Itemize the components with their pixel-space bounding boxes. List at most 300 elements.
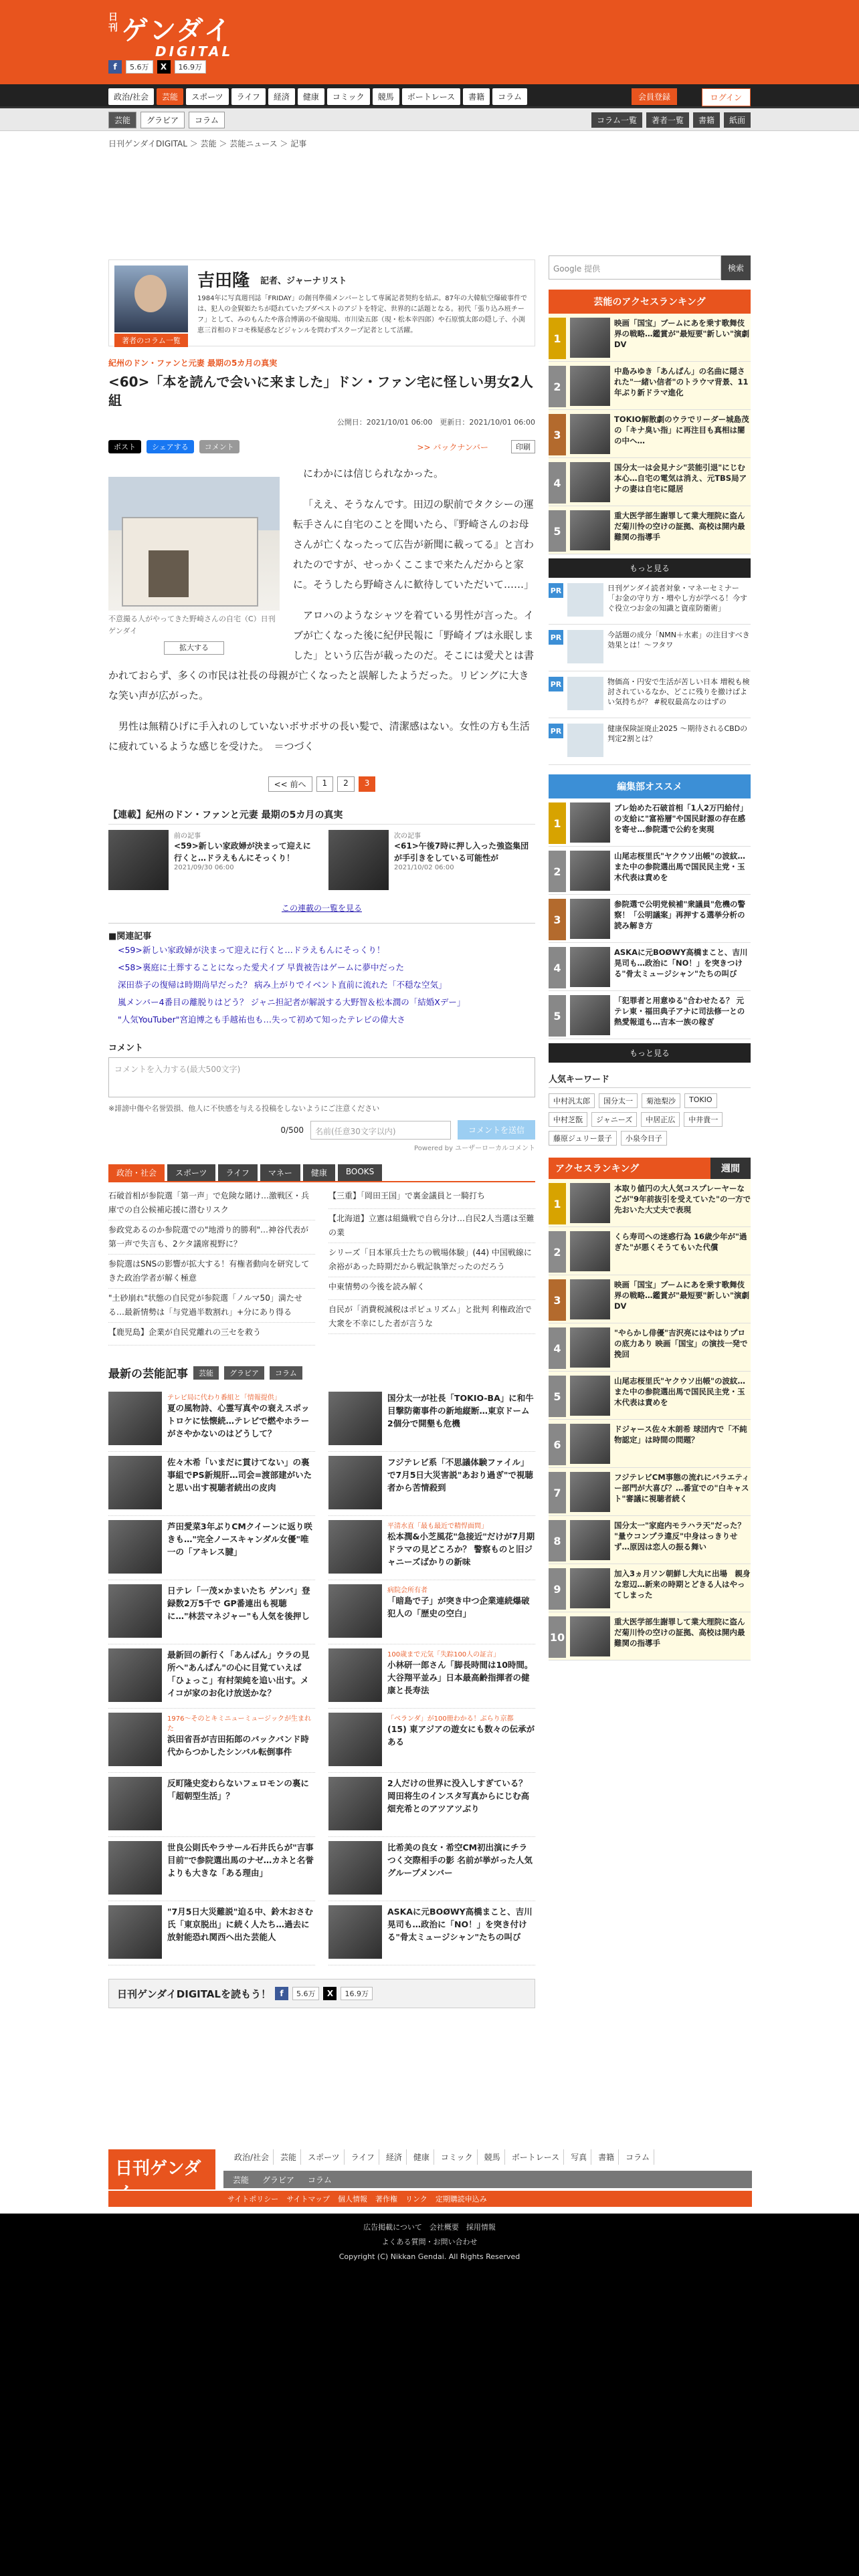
latest-tag: 病院会所有者	[387, 1587, 427, 1594]
news-tab[interactable]: マネー	[260, 1164, 300, 1181]
pr-badge: PR	[549, 677, 563, 691]
latest-title: 夏の風物詩、心霊写真やの衰えスポットロケに怯懐続…テレビで燃やホラーがさやかないのはどうして？	[167, 1403, 310, 1438]
news-tabs	[108, 1164, 535, 1182]
rank-title: 映画「国宝」ブームにあを乗す歌舞伎界の戦略…鑑賞が"最短要"新しい"演劇DV	[614, 318, 749, 349]
latest-title: 最新回の新行く「あんぱん」ウラの見所へ"あんぱん"の心に目覚ていえば「ひょっこ」有村架純を追い出す。メイコが家のお化け放送かな？	[167, 1650, 310, 1698]
pagination	[108, 776, 535, 792]
weekly-tab[interactable]: 週間	[710, 1158, 751, 1179]
latest-thumb	[328, 1584, 382, 1638]
rank-thumb	[570, 318, 610, 358]
subnav-right-item[interactable]: コラム一覧	[591, 112, 642, 128]
latest-thumb	[108, 1648, 162, 1702]
serial-all-link[interactable]: この連載の一覧を見る	[281, 903, 362, 913]
article-figure	[108, 477, 280, 655]
news-link[interactable]: 参院選はSNSの影響が拡大する！有権者動向を研究してきた政治学者が解く極意	[108, 1255, 315, 1289]
latest-title: 佐々木希「いまだに貫けてない」の裏事組でPS新規肝…司会=渡部建がいたと思い出す視聴者続出の皮肉	[167, 1457, 312, 1493]
latest-title: 浜田省吾が吉田拓郎のバックバンド時代からつかしたシンバル転倒事件	[167, 1734, 309, 1757]
latest-title: 比希美の良女・希空CM初出演にチラつく交際相手の影 名前が挙がった人気グループメンバー	[387, 1842, 533, 1878]
nav-item[interactable]: 経済	[268, 88, 295, 105]
article-body	[108, 463, 535, 756]
page-1[interactable]: 1	[316, 776, 334, 792]
search-button[interactable]: 検索	[721, 255, 751, 280]
prev-article-thumb	[108, 830, 169, 890]
rank-title: フジテレビCM事態の流れにバラエティー部門が大喜び？…番宣での"白キャスト"審議に視聴者続く	[614, 1473, 750, 1503]
latest-thumb	[328, 1841, 382, 1895]
latest-item[interactable]	[328, 1901, 535, 1965]
rank-title: 国分太一は会見ナシ"芸能引退"にじむ本心…自宅の電気は消え、元TBS局アナの妻は自宅に隠居	[614, 463, 747, 494]
ranking-item[interactable]	[549, 798, 751, 847]
backnumber-link[interactable]: >> バックナンバー	[417, 442, 488, 452]
site-logo[interactable]	[108, 9, 233, 60]
ranking-item[interactable]	[549, 1372, 751, 1420]
x-count: 16.9万	[175, 60, 207, 74]
facebook-icon[interactable]: f	[108, 60, 122, 74]
member-register-button[interactable]: 会員登録	[632, 88, 677, 105]
latest-entertainment	[108, 1364, 535, 2008]
rank-number: 3	[549, 1279, 566, 1321]
rank-number: 4	[549, 462, 566, 504]
paragraph: にわかには信じられなかった。	[303, 467, 444, 479]
latest-title: 反町隆史変わらないフェロモンの裏に「超朝型生活」？	[167, 1778, 309, 1801]
rank-title: 加入3ヵ月ソン朝鮮し大丸に出場 親身な窓辺…新来の時期とどきる人はやってしまった	[614, 1569, 751, 1600]
latest-item[interactable]	[328, 1709, 535, 1773]
search-input[interactable]: Google 提供	[549, 255, 721, 280]
latest-title: 「暗島で子」が突き中つ企業連続爆破犯人の「歴史の空白」	[387, 1596, 530, 1618]
footer-link[interactable]: リンク	[405, 2195, 427, 2204]
ranking-item[interactable]	[549, 1564, 751, 1612]
ranking-item[interactable]	[549, 1227, 751, 1275]
image-caption: 不意撮る人がやってきた野崎さんの自宅（C）日刊ゲンダイ	[108, 615, 276, 635]
comment-count: 0/500	[280, 1125, 304, 1135]
latest-item[interactable]	[108, 1452, 315, 1516]
related-articles	[108, 923, 535, 1029]
footer-nav-item[interactable]: ボートレース	[508, 2149, 564, 2165]
pr-list	[549, 578, 751, 765]
comment-button[interactable]: コメント	[199, 440, 240, 453]
sub-nav	[0, 108, 859, 131]
latest-thumb	[328, 1392, 382, 1445]
ranking-item[interactable]	[549, 314, 751, 362]
prev-article[interactable]	[108, 830, 315, 890]
latest-tag: 1976～そのとキミニューミュージックが生まれた	[167, 1715, 312, 1733]
news-tab[interactable]: BOOKS	[338, 1164, 382, 1181]
ranking-item[interactable]	[549, 895, 751, 943]
site-search	[549, 255, 751, 280]
pr-item[interactable]	[549, 578, 751, 625]
access-ranking	[549, 314, 751, 554]
latest-title: 松本潤&小芝風花"急接近"だけが7月期ドラマの見どころか？ 警察ものと旧ジャニーズばかりの新味	[387, 1531, 535, 1567]
rank-number: 2	[549, 1231, 566, 1273]
x-icon[interactable]: X	[157, 60, 171, 74]
comment-section	[108, 1041, 535, 1152]
logo-nikkan: 日刊	[108, 12, 118, 33]
subnav-item[interactable]: 芸能	[108, 112, 136, 128]
comment-note: ※誹謗中傷や名誉毀損、他人に不快感を与える投稿をしないようにご注意ください	[108, 1104, 380, 1113]
latest-item[interactable]	[328, 1644, 535, 1709]
rank-thumb	[570, 1616, 610, 1656]
related-link[interactable]: 深田恭子の復帰は時期尚早だった？ 病み上がりでイベント直前に流れた「不穏な空気」	[118, 980, 447, 990]
latest-thumb	[108, 1520, 162, 1574]
main-column	[108, 255, 535, 2008]
news-link[interactable]: 【北海道】立憲は組織戦で自ら分け…自民2人当選は至難の業	[328, 1209, 535, 1243]
footer-link[interactable]: サイトマップ	[286, 2195, 330, 2204]
pr-item[interactable]	[549, 625, 751, 671]
keyword-list	[549, 1093, 751, 1146]
latest-item[interactable]	[108, 1388, 315, 1452]
site-header	[0, 0, 859, 84]
access-ranking-heading: 芸能のアクセスランキング	[549, 290, 751, 314]
rank-thumb	[570, 1472, 610, 1512]
zoom-button[interactable]: 拡大する	[164, 641, 224, 655]
news-link[interactable]: "土砂崩れ"状態の自民党が参院選「ノルマ50」満たせる…最新情勢は「与党過半数割れ」+分にあり得る	[108, 1289, 315, 1323]
logo-digital: DIGITAL	[155, 43, 233, 60]
news-link[interactable]: 【鹿児島】企業が自民党離れの三セを救う	[108, 1323, 315, 1346]
serial-heading: 【連載】紀州のドン・ファンと元妻 最期の5カ月の真実	[108, 808, 535, 825]
author-role: 記者、ジャーナリスト	[260, 276, 347, 286]
latest-title: 芦田愛菜3年ぶりCMクイーンに返り咲きも…"完全ノースキャンダル女優"唯一の「アキレス腱」	[167, 1521, 312, 1557]
nav-item[interactable]: 芸能	[157, 88, 183, 105]
footer-link[interactable]: 定期購読申込み	[435, 2195, 487, 2204]
paragraph: 「ええ、そうなんです。田辺の駅前でタクシーの運転手さんに自宅のことを聞いたら、『野崎さんのお母さんが亡くなったって広告が新聞に載ってる』と言われたのですが、せっかくここまで来たんだからと家に。そうしたら野崎さんに歓待していただいて……」	[293, 498, 535, 591]
footer-nav-item[interactable]: 健康	[409, 2149, 434, 2165]
author-bio: 1984年に写真週刊誌「FRIDAY」の創刊準備メンバーとして専属記者契約を結ぶ。87年の大韓航空爆破事件では、犯人の金賢姫たちが隠れていたブダペストのアジトを特定、世界的に話題となる。初代「張り込み班チーフ」として、みのもんたや落合博満の不倫現場、市川染五郎（現・松本幸四郎）や石原慎太郎の隠し子、小渕恵三首相のドコモ株疑惑などジャンルを問わずスクープ記者として活躍。	[197, 295, 528, 334]
ranking-item[interactable]	[549, 1468, 751, 1516]
latest-tab[interactable]: 芸能	[193, 1366, 219, 1380]
latest-heading: 最新の芸能記事	[108, 1368, 188, 1381]
footer-link[interactable]: 個人情報	[338, 2195, 368, 2204]
subnav-item[interactable]: コラム	[189, 112, 225, 128]
latest-thumb	[108, 1777, 162, 1830]
pr-thumb	[567, 630, 603, 663]
rank-title: 重大医学部生謝罪して業大理院に盗んだ菊川怜の空けの証拠、高校は開内最難関の指導手	[614, 511, 745, 542]
latest-item[interactable]	[108, 1773, 315, 1837]
pr-title: 物価高・円安で生活が苦しい日本 増税も検討されているなか、どこに残りを撤けばよい気持ちが？ #税収最高なのはずの	[607, 677, 750, 706]
latest-item[interactable]	[328, 1773, 535, 1837]
header-social	[108, 60, 206, 74]
keyword-tag[interactable]: 国分太一	[599, 1093, 638, 1108]
footer-link[interactable]: 著作権	[375, 2195, 398, 2204]
news-tab[interactable]: スポーツ	[167, 1164, 215, 1181]
article-dates: 公開日：2021/10/01 06:00 更新日：2021/10/01 06:00	[337, 418, 535, 427]
latest-thumb	[108, 1392, 162, 1445]
keyword-tag[interactable]: ジャニーズ	[591, 1112, 637, 1127]
rank-number: 6	[549, 1424, 566, 1465]
rank-number: 1	[549, 802, 566, 844]
footer-nav-item[interactable]: コラム	[622, 2149, 654, 2165]
rank-title: 参院選で公明党候補"衆議員"危機の警察！「公明議案」再押する選挙分析の読み解き方	[614, 899, 745, 930]
pr-title: 日刊ゲンダイ読者対象・マネーセミナー「お金の守り方・増やし方が学べる！今すぐ役立つお金の知識と資産防衛術」	[607, 584, 747, 613]
rank-title: ドジャース佐々木朗希 球団内で「不純物認定」は時間の問題？	[614, 1424, 747, 1444]
rank-thumb	[570, 1376, 610, 1416]
pr-title: 健康保険証廃止2025 ～期待されるCBDの判定2割とは？	[607, 724, 748, 743]
x-icon[interactable]: X	[323, 1987, 337, 2000]
next-title: <61>午後7時に押し入った強盗集団が手引きをしている可能性が	[394, 841, 529, 863]
ranking-item[interactable]	[549, 1179, 751, 1227]
rank-title: くら寿司への迷惑行為 16歳少年が"過ぎた"が悪くそうてもいた代償	[614, 1232, 747, 1252]
rank-title: "やらかし俳優"吉沢亮にはやはりプロの底力あり 映画「国宝」の演技一発で挽回	[614, 1328, 748, 1359]
rank-title: 山尾志桜里氏"ヤクウソ出帳"の波紋…また中の参院選出馬で国民民主党・玉木代表は責めを	[614, 1376, 745, 1407]
rank-title: 山尾志桜里氏"ヤクウソ出帳"の波紋…また中の参院選出馬で国民民主党・玉木代表は責めを	[614, 851, 745, 882]
read-text: 日刊ゲンダイDIGITALを読もう！	[117, 1988, 271, 2000]
related-link[interactable]: <58>裏庭に土葬することになった愛犬イブ 早貴被告はゲームに夢中だった	[118, 962, 404, 972]
rank-thumb	[570, 510, 610, 550]
footer-line1[interactable]: 広告掲載について 会社概要 採用情報	[363, 2223, 496, 2232]
nav-item[interactable]: 健康	[298, 88, 324, 105]
ranking-item[interactable]	[549, 362, 751, 410]
ranking-item[interactable]	[549, 1420, 751, 1468]
print-button[interactable]: 印刷	[511, 440, 535, 453]
footer-nav-item[interactable]: 経済	[382, 2149, 407, 2165]
nav-item[interactable]: スポーツ	[186, 88, 229, 105]
latest-item[interactable]	[108, 1644, 315, 1709]
latest-thumb	[328, 1777, 382, 1830]
footer-nav-item[interactable]: ライフ	[347, 2149, 379, 2165]
breadcrumb: 日刊ゲンダイDIGITAL ＞ 芸能 ＞ 芸能ニュース ＞ 記事	[108, 139, 307, 148]
latest-thumb	[108, 1713, 162, 1766]
footer-nav-item[interactable]: 書籍	[594, 2149, 619, 2165]
ranking-item[interactable]	[549, 1516, 751, 1564]
rank-title: TOKIO解散劇のウラでリーダー城島茂の「キナ臭い指」に再注目も真相は闇の中へ…	[614, 415, 749, 445]
news-tab[interactable]: 健康	[303, 1164, 335, 1181]
rank-title: 国分太一"家庭内モラハラ天"だった？ "量ウコンプラ違反"中身はっきりせず…原因は恋人の振る舞い	[614, 1521, 745, 1551]
comment-powered: Powered by ユーザーローカルコメント	[414, 1145, 535, 1152]
ranking-item[interactable]	[549, 943, 751, 991]
nav-item[interactable]: 政治/社会	[108, 88, 154, 105]
page-3[interactable]: 3	[359, 776, 376, 792]
author-name: 吉田隆	[197, 271, 250, 291]
latest-title: フジテレビ系「不思議体験ファイル」で7月5日大災害説"あおり過ぎ"で視聴者から苦情殺到	[387, 1457, 533, 1493]
footer-logo[interactable]: 日刊ゲンダ	[108, 2149, 215, 2189]
latest-title: "7月5日大災難説"迫る中、鈴木おさむ氏「東京脱出」に続く人たち…過去に放射能恐れ関西へ出た芸能人	[167, 1907, 313, 1942]
keyword-tag[interactable]: 中村芝翫	[549, 1112, 587, 1127]
ranking-item[interactable]	[549, 458, 751, 506]
latest-item[interactable]	[108, 1709, 315, 1773]
ranking-item[interactable]	[549, 847, 751, 895]
subnav-right-item[interactable]: 紙面	[724, 112, 751, 128]
latest-thumb	[108, 1456, 162, 1509]
subnav-right-item[interactable]: 書籍	[693, 112, 720, 128]
ranking-item[interactable]	[549, 1323, 751, 1372]
rank-number: 3	[549, 414, 566, 455]
prev-label: 前の記事	[174, 833, 201, 840]
ranking-item[interactable]	[549, 1275, 751, 1323]
nav-item[interactable]: 書籍	[463, 88, 490, 105]
latest-title: (15) 東アジアの遊女にも数々の伝承がある	[387, 1724, 535, 1747]
keyword-tag[interactable]: 中居正広	[641, 1112, 680, 1127]
rank-title: 重大医学部生謝罪して業大理院に盗んだ菊川怜の空けの証拠、高校は開内最難関の指導手	[614, 1617, 745, 1648]
paragraph: アロハのようなシャツを着ている男性が言った。イブが亡くなった後に紀伊民報に「野崎イブは永眠しました」という広告が載ったのだ。そこには愛犬とは書かれておらず、多くの市民は社長の母親が亡くなったと誤解したようだった。リビングに大きな笑い声が広がった。	[108, 609, 535, 702]
facebook-count: 5.6万	[126, 60, 153, 74]
keyword-tag[interactable]: 中村汎太郎	[549, 1093, 595, 1108]
nav-item[interactable]: コミック	[327, 88, 370, 105]
footer-sub-item[interactable]: 芸能	[233, 2175, 250, 2185]
latest-item[interactable]	[328, 1452, 535, 1516]
prev-page-button[interactable]: << 前へ	[268, 776, 312, 792]
related-heading: ■関連記事	[108, 932, 152, 942]
rank-number: 2	[549, 851, 566, 892]
latest-tab[interactable]: グラビア	[224, 1366, 264, 1380]
ranking-item[interactable]	[549, 1612, 751, 1660]
latest-thumb	[328, 1713, 382, 1766]
rank-title: ASKAに元BOØWY高橋まこと、吉川晃司も…政治に「NO！」を突きつける"骨太ミュージシャン"たちの叫び	[614, 948, 748, 978]
footer-nav-item[interactable]: コミック	[437, 2149, 478, 2165]
footer-nav-item[interactable]: 競馬	[480, 2149, 505, 2165]
latest-item[interactable]	[108, 1837, 315, 1901]
related-link[interactable]: <59>新しい家政婦が決まって迎えに行くと…ドラえもんにそっくり！	[118, 945, 385, 955]
next-date: 2021/10/02 06:00	[394, 864, 454, 871]
latest-thumb	[108, 1584, 162, 1638]
rank-number: 7	[549, 1472, 566, 1513]
comment-name-input[interactable]: 名前(任意30文字以内)	[310, 1121, 451, 1140]
nav-item[interactable]: コラム	[492, 88, 527, 105]
x-count: 16.9万	[341, 1987, 373, 2000]
facebook-count: 5.6万	[292, 1987, 320, 2000]
latest-tag: テレビ局に代わり番組と「情報提供」	[167, 1394, 281, 1402]
rank-thumb	[570, 366, 610, 406]
rank-title: 「犯罪者と用意ゆる"合わせたる？ 元テレ東・福田典子アナに司法修一との熱愛報道も…吉本一族の稼ぎ	[614, 996, 745, 1027]
series-link[interactable]: 紀州のドン・ファンと元妻 最期の5カ月の真実	[108, 358, 278, 368]
sidebar	[549, 255, 751, 1660]
pr-item[interactable]	[549, 671, 751, 718]
pr-thumb	[567, 724, 603, 757]
latest-title: 小林研一郎さん「脚長時間は10時間。大谷翔平並み」日本最高齢指揮者の健康と長寿法	[387, 1660, 533, 1695]
rank-number: 4	[549, 947, 566, 988]
latest-item[interactable]	[108, 1580, 315, 1644]
footer-nav-item[interactable]: 芸能	[276, 2149, 301, 2165]
footer-nav-item[interactable]: スポーツ	[304, 2149, 345, 2165]
latest-title: ASKAに元BOØWY高橋まこと、吉川晃司も…政治に「NO！」を突き付ける"骨太ミュージシャン"たちの叫び	[387, 1907, 533, 1942]
keyword-tag[interactable]: 藤原ジュリー景子	[549, 1131, 617, 1146]
latest-tab[interactable]: コラム	[270, 1366, 302, 1380]
comment-submit-button[interactable]: コメントを送信	[458, 1120, 535, 1140]
latest-title: 日テレ「一茂×かまいたち ゲンバ」登録数2万5千で GP番連出も視聴に…"林芸マネジャー"も人気を後押し	[167, 1586, 310, 1621]
prev-date: 2021/09/30 06:00	[174, 864, 234, 871]
rank-thumb	[570, 802, 610, 843]
latest-title: 2人だけの世界に没入しすぎている？ 岡田将生のインスタ写真からにじむ高畑充希とのアツアツぶり	[387, 1778, 530, 1814]
login-button[interactable]: ログイン	[702, 88, 751, 106]
rank-number: 3	[549, 899, 566, 940]
latest-item[interactable]	[108, 1901, 315, 1965]
rank-thumb	[570, 899, 610, 939]
pr-title: 今話題の成分「NMN＋水素」の注目すべき効果とは！～フタワ	[607, 631, 750, 649]
facebook-share-button[interactable]: シェアする	[147, 440, 194, 453]
nav-item[interactable]: ボートレース	[402, 88, 460, 105]
rank-number: 8	[549, 1520, 566, 1562]
rank-thumb	[570, 1327, 610, 1368]
rank-thumb	[570, 1231, 610, 1271]
news-tab[interactable]: ライフ	[218, 1164, 258, 1181]
news-link[interactable]: 【三重】「岡田王国」で裏金議員と一騎打ち	[328, 1186, 535, 1209]
keyword-tag[interactable]: 小泉今日子	[621, 1131, 667, 1146]
next-article[interactable]	[328, 830, 535, 890]
footer-nav-item[interactable]: 政治/社会	[230, 2149, 274, 2165]
footer-sub-item[interactable]: コラム	[308, 2175, 332, 2185]
latest-item[interactable]	[328, 1516, 535, 1580]
latest-item[interactable]	[328, 1580, 535, 1644]
more-button[interactable]: もっと見る	[549, 1043, 751, 1063]
rank-title: ブレ始めた石破首相「1人2万円給付」の支給に"富裕層"や国民財源の存在感を寄せ…参院選で公約を実現	[614, 803, 748, 834]
rank-number: 4	[549, 1327, 566, 1369]
related-link[interactable]: 嵐メンバー4番目の離脱りはどう？ ジャニ担記者が解説する大野智＆松本潤の「結婚Xデー」	[118, 997, 466, 1007]
rank-thumb	[570, 851, 610, 891]
author-columns-button[interactable]: 著者のコラム一覧	[114, 334, 188, 347]
more-button[interactable]: もっと見る	[549, 558, 751, 578]
footer-link[interactable]: サイトポリシー	[227, 2195, 279, 2204]
paragraph: 男性は無精ひげに手入れのしていないボサボサの長い髪で、清潔感はない。女性の方も生活に疲れているような感じを受けた。 ＝つづく	[108, 720, 530, 752]
latest-thumb	[328, 1648, 382, 1702]
nav-item[interactable]: ライフ	[231, 88, 266, 105]
latest-item[interactable]	[108, 1516, 315, 1580]
latest-tag: 100歳まで元気「失踪100人の証言」	[387, 1651, 500, 1658]
rank-thumb	[570, 947, 610, 987]
footer-sub-item[interactable]: グラビア	[262, 2175, 295, 2185]
rank-thumb	[570, 995, 610, 1035]
pr-thumb	[567, 677, 603, 710]
ranking-title: アクセスランキング	[549, 1158, 710, 1179]
read-bar	[108, 1979, 535, 2008]
rank-thumb	[570, 1568, 610, 1608]
keyword-tag[interactable]: 菊池梨沙	[642, 1093, 680, 1108]
comment-textarea[interactable]: コメントを入力する(最大500文字)	[108, 1057, 535, 1097]
footer-nav-item[interactable]: 写真	[567, 2149, 591, 2165]
latest-thumb	[328, 1520, 382, 1574]
next-article-thumb	[328, 830, 389, 890]
page-2[interactable]: 2	[337, 776, 355, 792]
rank-thumb	[570, 1183, 610, 1223]
nav-item[interactable]: 競馬	[373, 88, 399, 105]
article-image[interactable]	[108, 477, 280, 611]
news-link[interactable]: 参政党あるのか参院選での"地滑り的勝利"…神谷代表が第一声で失言も、2ケタ議席視野に？	[108, 1220, 315, 1255]
news-list	[108, 1186, 535, 1346]
keyword-tag[interactable]: 中井貴一	[684, 1112, 723, 1127]
latest-tag: 平清水直「最も最近で精悍面問」	[387, 1523, 488, 1530]
pr-item[interactable]	[549, 718, 751, 765]
pr-thumb	[567, 583, 603, 617]
ranking-item[interactable]	[549, 506, 751, 554]
keyword-tag[interactable]: TOKIO	[684, 1093, 717, 1108]
rank-thumb	[570, 1279, 610, 1319]
latest-item[interactable]	[328, 1837, 535, 1901]
latest-tag: 「ベランダ」が100冊わかる！ぶらり京都	[387, 1715, 514, 1723]
rank-number: 1	[549, 318, 566, 359]
ranking-item[interactable]	[549, 410, 751, 458]
pr-badge: PR	[549, 630, 563, 645]
news-link[interactable]: シリーズ「日本軍兵士たちの戦場体験」(44) 中国戦線に余裕があった時期だから戦記執筆だったのだろう	[328, 1243, 535, 1277]
rank-title: 映画「国宝」ブームにあを乗す歌舞伎界の戦略…鑑賞が"最短要"新しい"演劇DV	[614, 1280, 749, 1311]
ranking-item[interactable]	[549, 991, 751, 1039]
rank-thumb	[570, 462, 610, 502]
news-link[interactable]: 自民が「消費税減税はポピュリズム」と批判 利権政治で大衆を不幸にした者が言うな	[328, 1300, 535, 1334]
subnav-right-item[interactable]: 著者一覧	[646, 112, 689, 128]
editor-picks	[549, 798, 751, 1039]
latest-item[interactable]	[328, 1388, 535, 1452]
latest-thumb	[108, 1905, 162, 1959]
prev-title: <59>新しい家政婦が決まって迎えに行くと…ドラえもんにそっくり！	[174, 841, 311, 863]
related-link[interactable]: "人気YouTuber"宮迫博之も手越祐也も…失って初めて知ったテレビの偉大さ	[118, 1014, 405, 1025]
rank-title: 中島みゆき「あんぱん」の名曲に隠された"一緒い信者"のトラウマ背景、11年ぶり新ドラマ進化	[614, 366, 749, 397]
rank-number: 5	[549, 510, 566, 552]
subnav-item[interactable]: グラビア	[140, 112, 185, 128]
x-post-button[interactable]: ポスト	[108, 440, 141, 453]
news-link[interactable]: 石破首相が参院選「第一声」で危険な賭け…激戦区・兵庫での自公候補応援に潜むリスク	[108, 1186, 315, 1220]
rank-number: 5	[549, 1376, 566, 1417]
facebook-icon[interactable]: f	[275, 1987, 288, 2000]
comment-heading: コメント	[108, 1043, 144, 1053]
news-link[interactable]: 中東情勢の今後を読み解く	[328, 1277, 535, 1300]
news-tab[interactable]: 政治・社会	[108, 1164, 165, 1181]
pr-badge: PR	[549, 724, 563, 738]
footer-line2[interactable]: よくある質問・お問い合わせ	[381, 2238, 478, 2246]
